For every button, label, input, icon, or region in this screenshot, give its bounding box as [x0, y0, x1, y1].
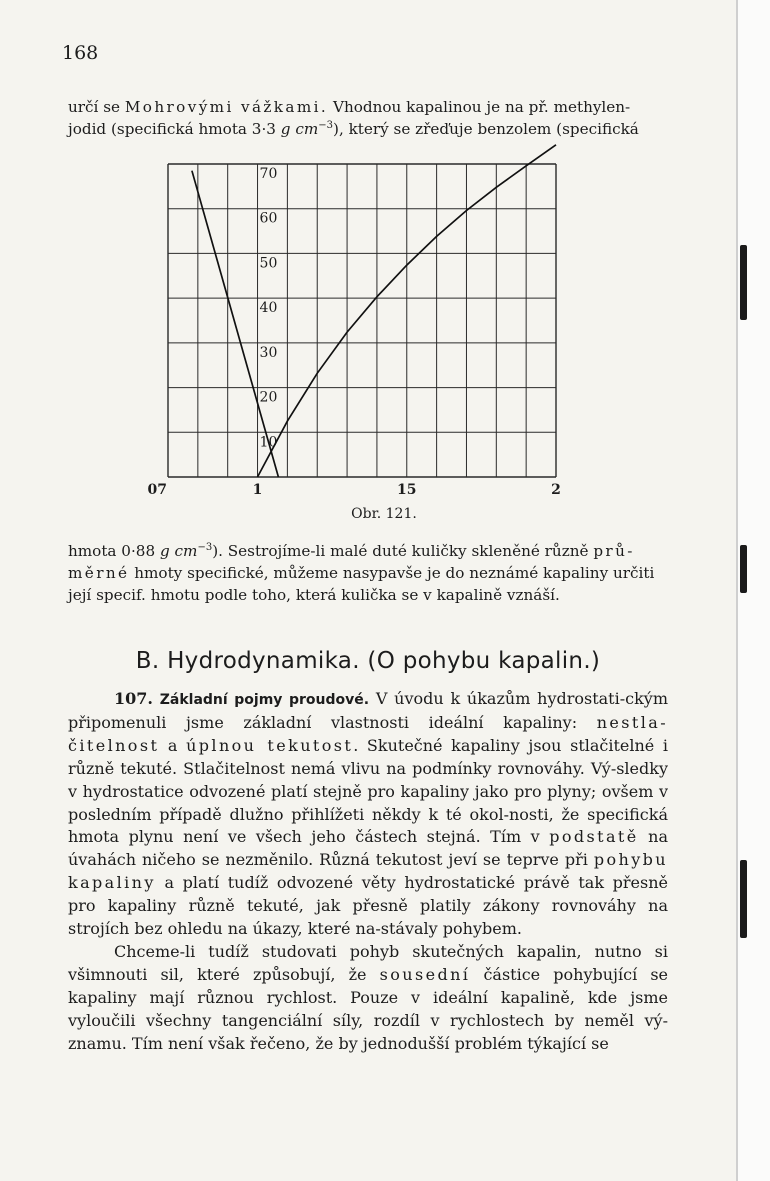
y-tick-label: 70: [259, 166, 278, 182]
x-tick-label: 1: [252, 482, 263, 498]
y-tick-label: 20: [259, 389, 278, 406]
x-tick-label: 2: [551, 482, 561, 498]
figure-caption: Obr. 121.: [351, 506, 417, 522]
y-tick-label: 60: [259, 210, 278, 227]
after-figure-paragraph: hmota 0·88 g $cm^{-3}$). Sestrojíme-li malé duté kuličky skleněné různě prů- měrné hmoty specifické, můžeme nasypavše je do neznámé kapaliny určiti její specif. hmotu podle toho, která kulička se v kapalině vznáší.: [68, 541, 655, 604]
section-heading: B. Hydrodynamika. (O pohybu kapalin.): [135, 648, 601, 674]
y-tick-label: 30: [259, 344, 278, 361]
edge-mark: [740, 860, 747, 938]
x-tick-label: 15: [397, 482, 417, 498]
chart: [147, 152, 570, 498]
edge-mark: [740, 545, 747, 593]
edge-mark: [740, 245, 747, 320]
page-number: 168: [62, 42, 99, 64]
paragraph-next: Chceme-li tudíž studovati pohyb skutečných kapalin, nutno si všimnouti sil, které způsobují, že sousední částice pohybující se kapaliny mají různou rychlost. Pouze v ideální kapalině, kde jsme vyloučili všechny tangenciální síly, rozdíl v rychlostech by neměl vý-znamu. Tím není však řečeno, že by jednodušší problém týkající se: [68, 941, 668, 1053]
top-paragraph: určí se Mohrovými vážkami. Vhodnou kapalinou je na př. methylen- jodid (specifická hmota 3·3 g $cm^{-3}$), který se zřeďuje benzolem (specifická: [68, 98, 639, 138]
paragraph-107: 107. Základní pojmy proudové. V úvodu k úkazům hydrostati-ckým připomenuli jsme základní vlastnosti ideální kapaliny: nestla-čitelnost a úplnou tekutost. Skutečné kapaliny jsou stlačitelné i různě tekuté. Stlačitelnost nemá vlivu na podmínky rovnováhy. Vý-sledky v hydrostatice odvozené platí stejně pro kapaliny jako pro plyny; ovšem v posledním případě dlužno přihlížeti někdy k té okol-nosti, že specifická hmota plynu není ve všech jeho částech stejná. Tím v podstatě na úvahách ničeho se nezměnilo. Různá tekutost jeví se teprve při pohybu kapaliny a platí tudíž odvozené věty hydrostatické právě tak přesně pro kapaliny různě tekuté, jak přesně platily zákony rovnováhy na strojích bez ohledu na úkazy, které na-stávaly pohybem.: [68, 689, 669, 939]
y-tick-label: 40: [259, 300, 278, 317]
figure-121: [147, 152, 570, 501]
y-tick-label: 50: [259, 255, 278, 272]
x-tick-label: 07: [147, 482, 167, 498]
body-text: [68, 688, 668, 1056]
y-tick-label: 10: [259, 434, 278, 451]
